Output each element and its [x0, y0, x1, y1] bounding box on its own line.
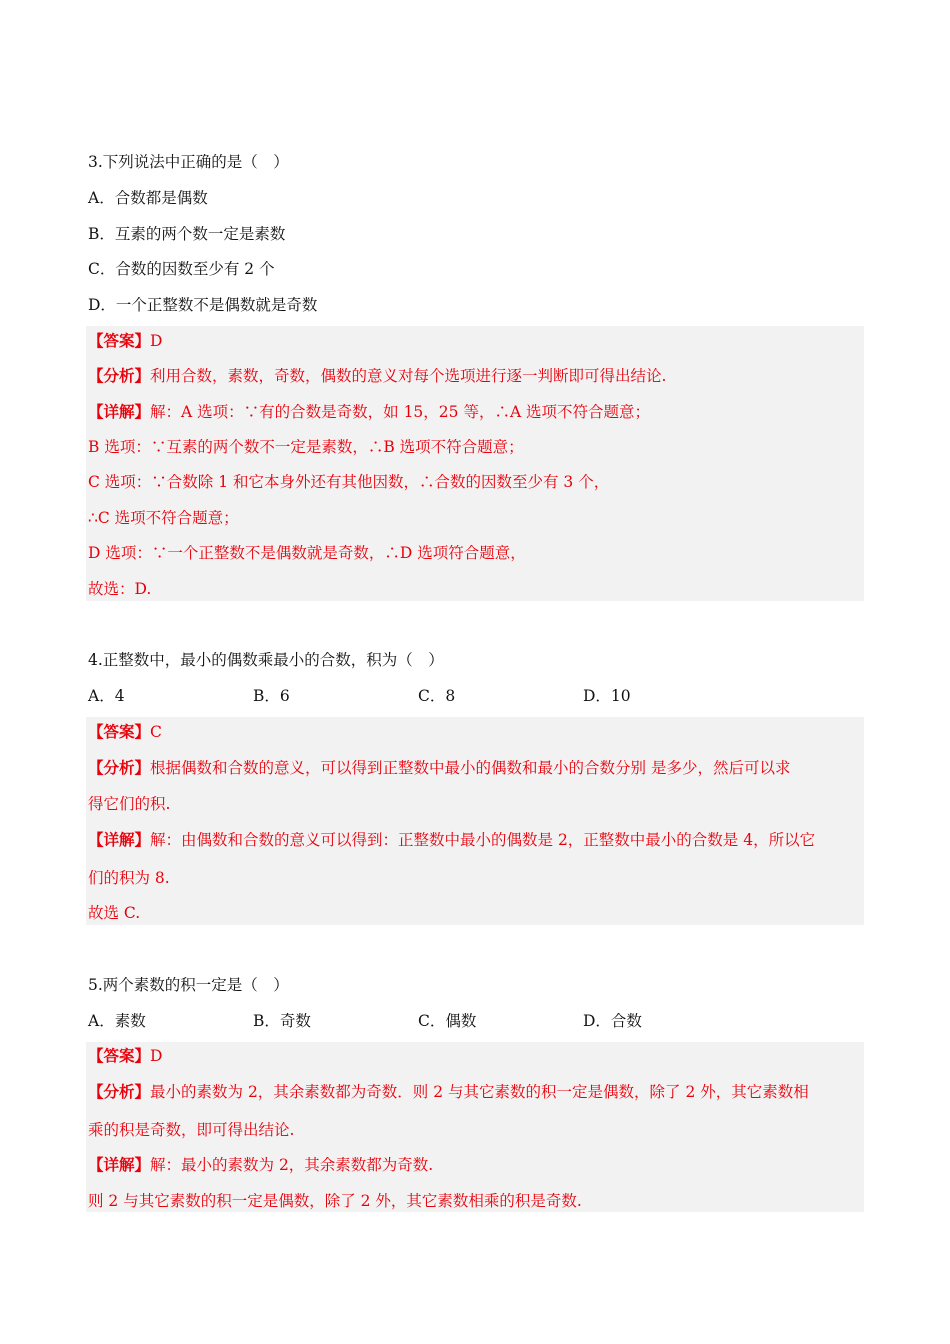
q3-analysis: [88, 366, 666, 386]
q4-option-a: A．4: [88, 687, 125, 705]
q4-answer: [88, 722, 162, 742]
q4-stem: 4.正整数中，最小的偶数乘最小的合数，积为（ ）: [88, 651, 444, 669]
q5-option-c: C．偶数: [418, 1012, 477, 1030]
q5-option-d: D．合数: [583, 1012, 642, 1030]
analysis-text: 根据偶数和合数的意义，可以得到正整数中最小的偶数和最小的合数分别 是多少，然后可以求: [150, 759, 791, 777]
q3-answer: [88, 331, 162, 351]
answer-value: D: [150, 332, 163, 350]
q4-analysis: [88, 758, 790, 778]
q5-analysis: [88, 1082, 809, 1102]
q5-answer: [88, 1046, 162, 1066]
q3-detail-line: C 选项：∵合数除 1 和它本身外还有其他因数，∴合数的因数至少有 3 个，: [88, 473, 610, 491]
q5-option-a: A．素数: [88, 1012, 146, 1030]
q3-option-c: C．合数的因数至少有 2 个: [88, 260, 275, 278]
q5-detail-line: 则 2 与其它素数的积一定是偶数，除了 2 外，其它素数相乘的积是奇数.: [88, 1192, 582, 1210]
q5-stem: 5.两个素数的积一定是（ ）: [88, 976, 289, 994]
q3-detail: [88, 402, 650, 422]
analysis-tag: 【分析】: [88, 366, 151, 385]
q4-conclusion: 故选 C.: [88, 904, 141, 922]
q3-detail-line: B 选项：∵互素的两个数不一定是素数，∴B 选项不符合题意；: [88, 438, 524, 456]
analysis-text: 利用合数，素数，奇数，偶数的意义对每个选项进行逐一判断即可得出结论.: [150, 367, 667, 385]
analysis-tag: 【分析】: [88, 1082, 151, 1101]
q4-option-d: D．10: [583, 687, 631, 705]
detail-tag: 【详解】: [88, 1155, 151, 1174]
analysis-tag: 【分析】: [88, 758, 151, 777]
q4-analysis-line: 得它们的积.: [88, 795, 171, 813]
detail-tag: 【详解】: [88, 830, 151, 849]
q3-option-b: B．互素的两个数一定是素数: [88, 225, 286, 243]
detail-text: 解：由偶数和合数的意义可以得到：正整数中最小的偶数是 2，正整数中最小的合数是 4，所以它: [150, 831, 816, 849]
answer-tag: 【答案】: [88, 331, 151, 350]
analysis-text: 最小的素数为 2，其余素数都为奇数．则 2 与其它素数的积一定是偶数，除了 2 外，其它素数相: [150, 1083, 809, 1101]
detail-text: 解：最小的素数为 2，其余素数都为奇数.: [150, 1156, 434, 1174]
answer-value: D: [150, 1047, 163, 1065]
q4-solution-box: [86, 717, 864, 925]
q4-option-c: C．8: [418, 687, 456, 705]
q4-option-b: B．6: [253, 687, 290, 705]
detail-tag: 【详解】: [88, 402, 151, 421]
answer-value: C: [150, 723, 162, 741]
answer-tag: 【答案】: [88, 1046, 151, 1065]
detail-text: 解：A 选项：∵有的合数是奇数，如 15，25 等，∴A 选项不符合题意；: [150, 403, 651, 421]
q5-analysis-line: 乘的积是奇数，即可得出结论.: [88, 1121, 295, 1139]
q3-conclusion: 故选：D.: [88, 580, 152, 598]
q3-option-a: A．合数都是偶数: [88, 189, 208, 207]
q4-detail: [88, 830, 815, 850]
q3-detail-line: ∴C 选项不符合题意；: [88, 509, 239, 527]
q3-option-d: D．一个正整数不是偶数就是奇数: [88, 296, 318, 314]
answer-tag: 【答案】: [88, 722, 151, 741]
q5-detail: [88, 1155, 433, 1175]
q3-stem: 3.下列说法中正确的是（ ）: [88, 153, 289, 171]
q5-option-b: B．奇数: [253, 1012, 311, 1030]
q4-detail-line: 们的积为 8.: [88, 869, 170, 887]
q3-detail-line: D 选项：∵一个正整数不是偶数就是奇数，∴D 选项符合题意，: [88, 544, 526, 562]
